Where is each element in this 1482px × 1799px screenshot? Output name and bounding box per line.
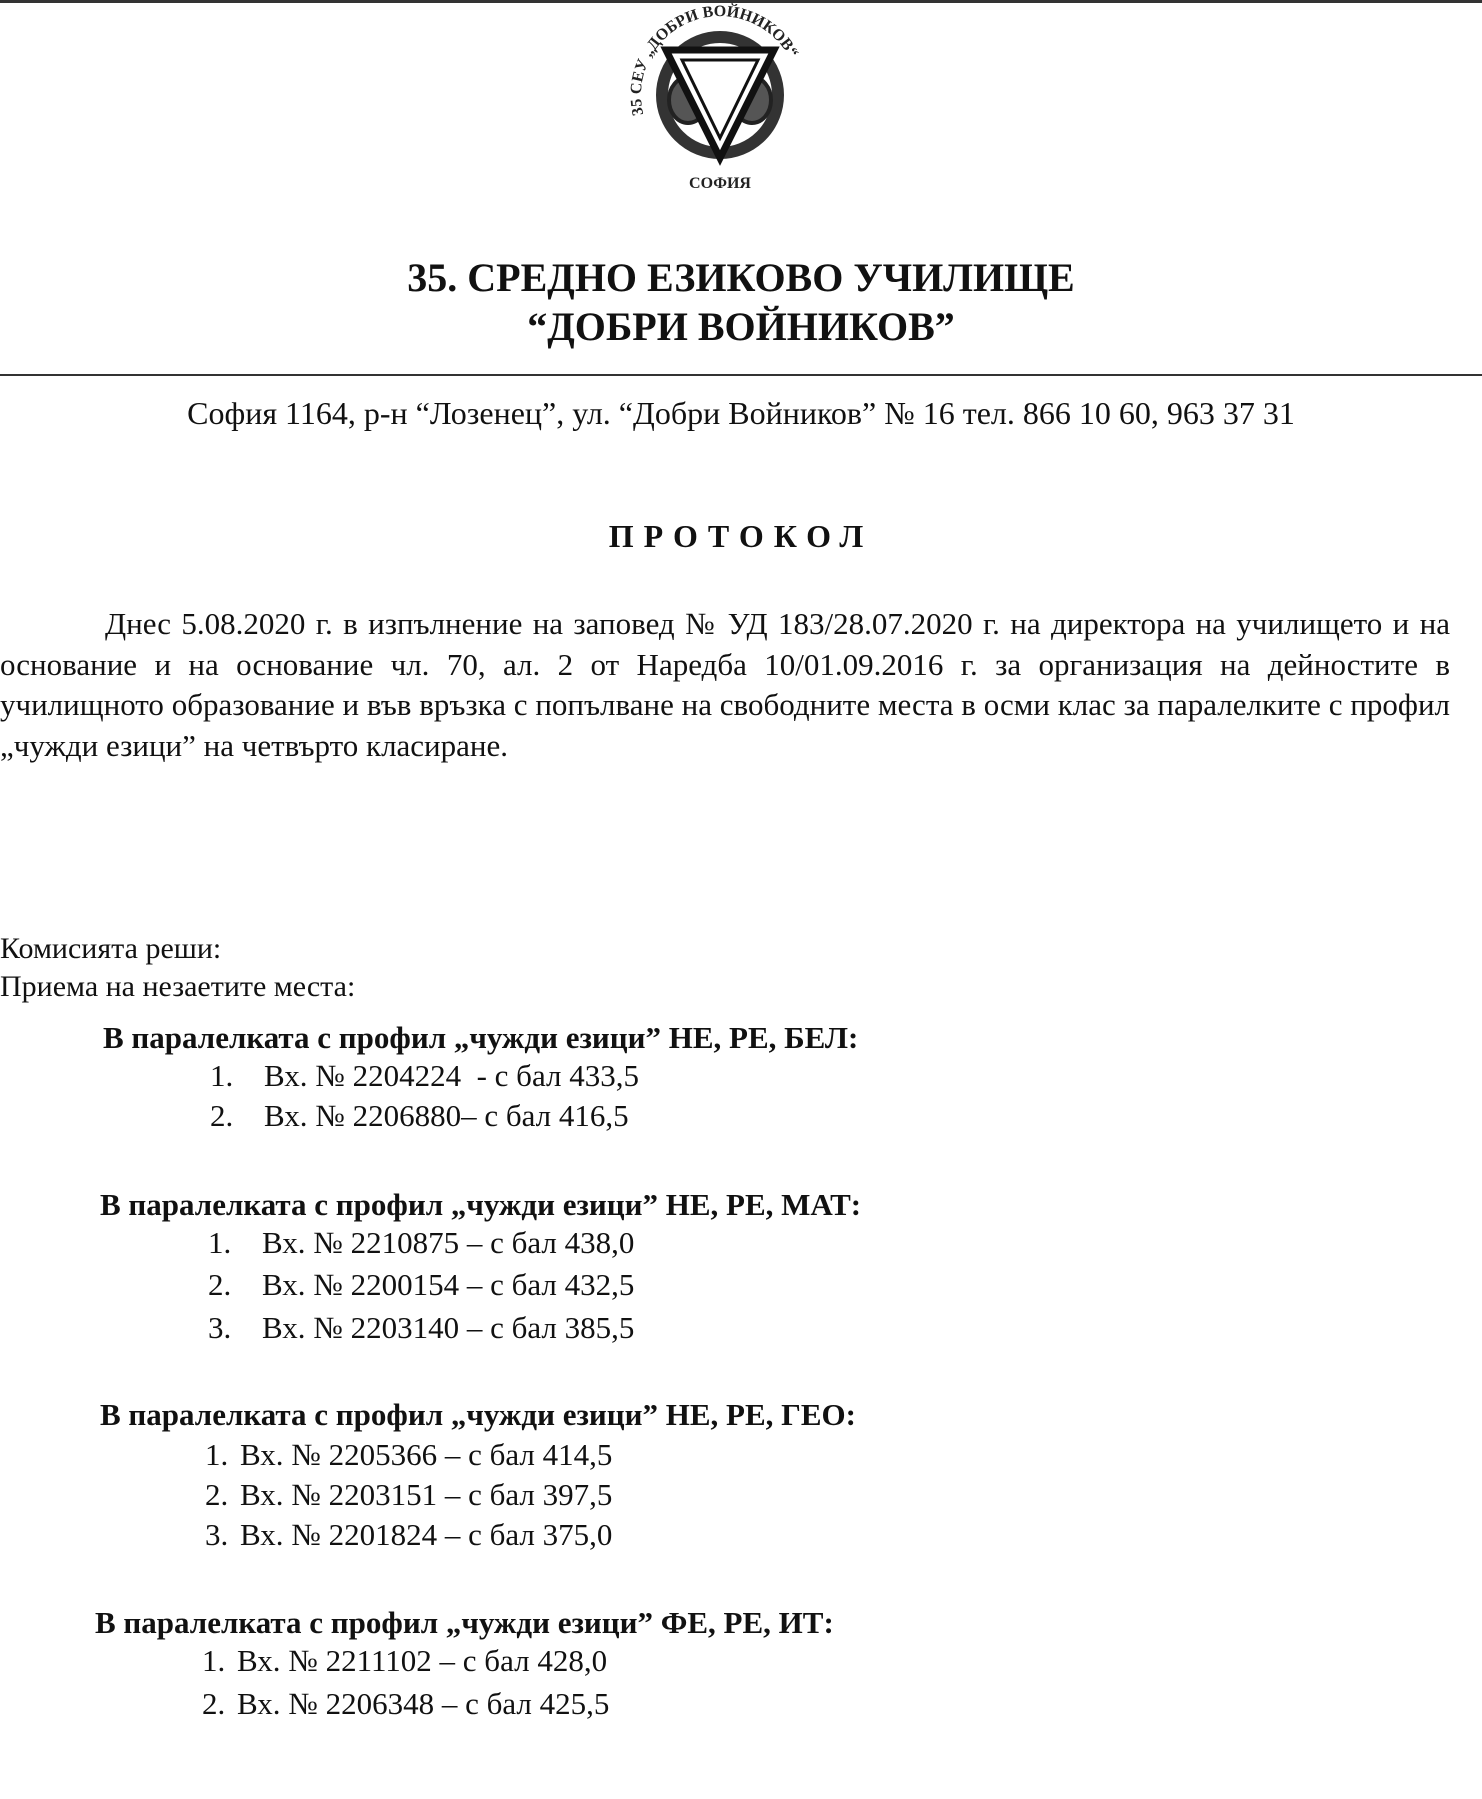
svg-text:35 СЕУ „ДОБРИ ВОЙНИКОВ“: 35 СЕУ „ДОБРИ ВОЙНИКОВ“ bbox=[627, 3, 802, 117]
list-item-number: 1. bbox=[208, 1225, 232, 1260]
list-item-number: 2. bbox=[205, 1477, 229, 1512]
list-item: Вх. № 2203151 – с бал 397,5 bbox=[240, 1477, 613, 1512]
list-item-number: 1. bbox=[205, 1437, 229, 1472]
list-item: Вх. № 2205366 – с бал 414,5 bbox=[240, 1437, 613, 1472]
decision-label: Комисията реши: bbox=[0, 932, 222, 965]
section-heading: В паралелката с профил „чужди езици” НЕ, РЕ, БЕЛ: bbox=[103, 1020, 859, 1055]
list-item: Вх. № 2200154 – с бал 432,5 bbox=[262, 1267, 635, 1302]
intake-label: Приема на незаетите места: bbox=[0, 970, 356, 1003]
svg-text:СОФИЯ: СОФИЯ bbox=[689, 175, 751, 192]
list-item: Вх. № 2204224 - с бал 433,5 bbox=[264, 1058, 639, 1093]
school-name-line1: 35. СРЕДНО ЕЗИКОВО УЧИЛИЩЕ bbox=[407, 255, 1075, 300]
list-item-number: 1. bbox=[210, 1058, 234, 1093]
list-item: Вх. № 2210875 – с бал 438,0 bbox=[262, 1225, 635, 1260]
section-heading: В паралелката с профил „чужди езици” НЕ, РЕ, МАТ: bbox=[100, 1187, 862, 1222]
list-item-number: 3. bbox=[208, 1310, 232, 1345]
document-heading: ПРОТОКОЛ bbox=[608, 518, 874, 554]
list-item-number: 2. bbox=[202, 1686, 226, 1721]
list-item: Вх. № 2206348 – с бал 425,5 bbox=[237, 1686, 610, 1721]
section-heading: В паралелката с профил „чужди езици” ФЕ, РЕ, ИТ: bbox=[95, 1605, 834, 1640]
school-address: София 1164, р-н “Лозенец”, ул. “Добри Войников” № 16 тел. 866 10 60, 963 37 31 bbox=[187, 395, 1295, 431]
list-item: Вх. № 2206880– с бал 416,5 bbox=[264, 1098, 629, 1133]
list-item: Вх. № 2203140 – с бал 385,5 bbox=[262, 1310, 635, 1345]
intro-paragraph: Днес 5.08.2020 г. в изпълнение на заповед № УД 183/28.07.2020 г. на директора на училището и на основание и на основание чл. 70, ал. 2 от Наредба 10/01.09.2016 г. за организация на дейностите в училищното образование и във връзка с попълване на свободните места в осми клас за паралелките с профил „чужди езици” на четвърто класиране. bbox=[0, 606, 1450, 763]
school-logo-seal bbox=[600, 0, 840, 195]
list-item-number: 2. bbox=[210, 1098, 234, 1133]
list-item-number: 3. bbox=[205, 1517, 229, 1552]
school-name-line2: “ДОБРИ ВОЙНИКОВ” bbox=[527, 304, 955, 349]
list-item: Вх. № 2201824 – с бал 375,0 bbox=[240, 1517, 613, 1552]
list-item: Вх. № 2211102 – с бал 428,0 bbox=[237, 1643, 608, 1678]
section-heading: В паралелката с профил „чужди езици” НЕ, РЕ, ГЕО: bbox=[100, 1397, 856, 1432]
list-item-number: 2. bbox=[208, 1267, 232, 1302]
list-item-number: 1. bbox=[202, 1643, 226, 1678]
header-divider bbox=[0, 374, 1482, 376]
